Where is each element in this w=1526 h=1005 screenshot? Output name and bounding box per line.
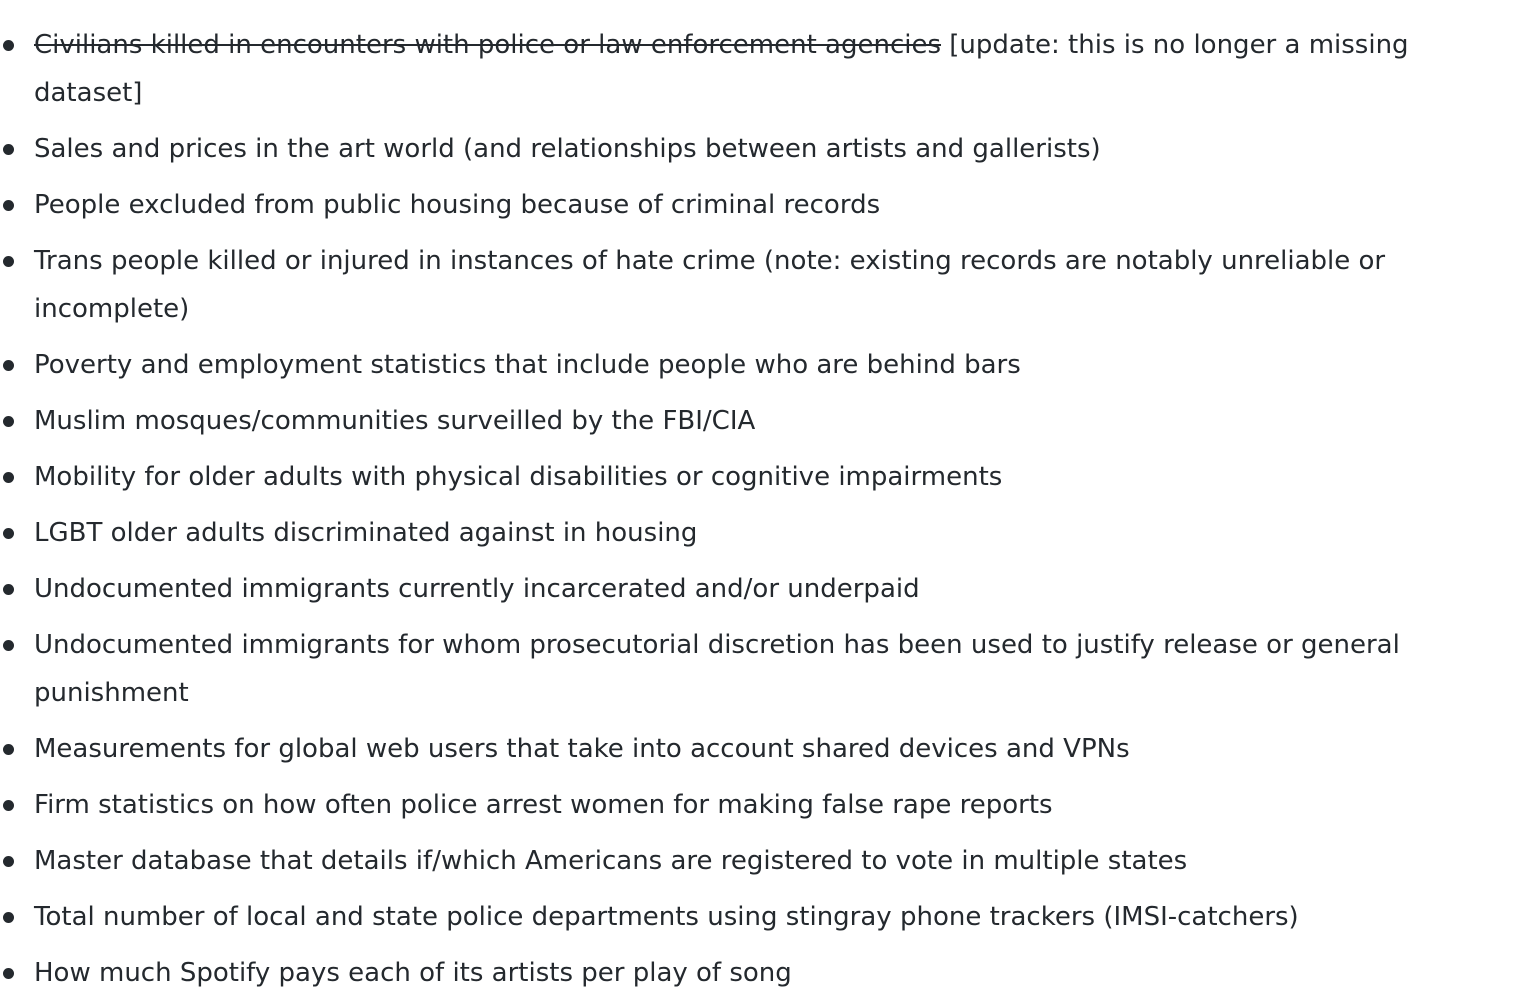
item-text: Undocumented immigrants currently incarcerated and/or underpaid <box>34 574 920 604</box>
item-text: How much Spotify pays each of its artists per play of song <box>34 958 792 988</box>
list-item <box>0 949 1516 997</box>
item-text: Mobility for older adults with physical disabilities or cognitive impairments <box>34 462 1003 492</box>
bullet-icon <box>3 416 14 427</box>
item-text: Master database that details if/which Americans are registered to vote in multiple states <box>34 846 1188 876</box>
list-item <box>0 397 1516 445</box>
item-text: Total number of local and state police departments using stingray phone trackers (IMSI-catchers) <box>34 902 1299 932</box>
bullet-icon <box>3 968 14 979</box>
list-item <box>0 509 1516 557</box>
list-item <box>0 565 1516 613</box>
list-item <box>0 237 1516 333</box>
struck-text: Civilians killed in encounters with police or law enforcement agencies <box>34 30 942 60</box>
item-text: People excluded from public housing because of criminal records <box>34 190 881 220</box>
item-text: Undocumented immigrants for whom prosecutorial discretion has been used to justify release or general punishment <box>34 630 1400 708</box>
list-item <box>0 781 1516 829</box>
bullet-icon <box>3 584 14 595</box>
bullet-icon <box>3 528 14 539</box>
list-item <box>0 181 1516 229</box>
list-item <box>0 837 1516 885</box>
item-text: Muslim mosques/communities surveilled by the FBI/CIA <box>34 406 756 436</box>
list-item <box>0 341 1516 389</box>
item-text: Trans people killed or injured in instances of hate crime (note: existing records are notably unreliable or incomplete) <box>34 246 1386 324</box>
bullet-icon <box>3 800 14 811</box>
bullet-icon <box>3 744 14 755</box>
item-text: Firm statistics on how often police arrest women for making false rape reports <box>34 790 1053 820</box>
bullet-icon <box>3 200 14 211</box>
list-item <box>0 21 1516 117</box>
list-item <box>0 125 1516 173</box>
list-item <box>0 453 1516 501</box>
bullet-icon <box>3 256 14 267</box>
missing-datasets-list <box>0 21 1516 1005</box>
bullet-icon <box>3 40 14 51</box>
bullet-icon <box>3 144 14 155</box>
bullet-icon <box>3 912 14 923</box>
bullet-icon <box>3 856 14 867</box>
list-item <box>0 725 1516 773</box>
bullet-icon <box>3 472 14 483</box>
bullet-icon <box>3 360 14 371</box>
list-item <box>0 893 1516 941</box>
item-text: Measurements for global web users that take into account shared devices and VPNs <box>34 734 1130 764</box>
item-text: Poverty and employment statistics that include people who are behind bars <box>34 350 1021 380</box>
item-text: LGBT older adults discriminated against in housing <box>34 518 698 548</box>
list-item <box>0 621 1516 717</box>
item-text: [update: this is no longer a missing dataset] <box>34 30 1409 108</box>
bullet-icon <box>3 640 14 651</box>
item-text: Sales and prices in the art world (and relationships between artists and gallerists) <box>34 134 1101 164</box>
